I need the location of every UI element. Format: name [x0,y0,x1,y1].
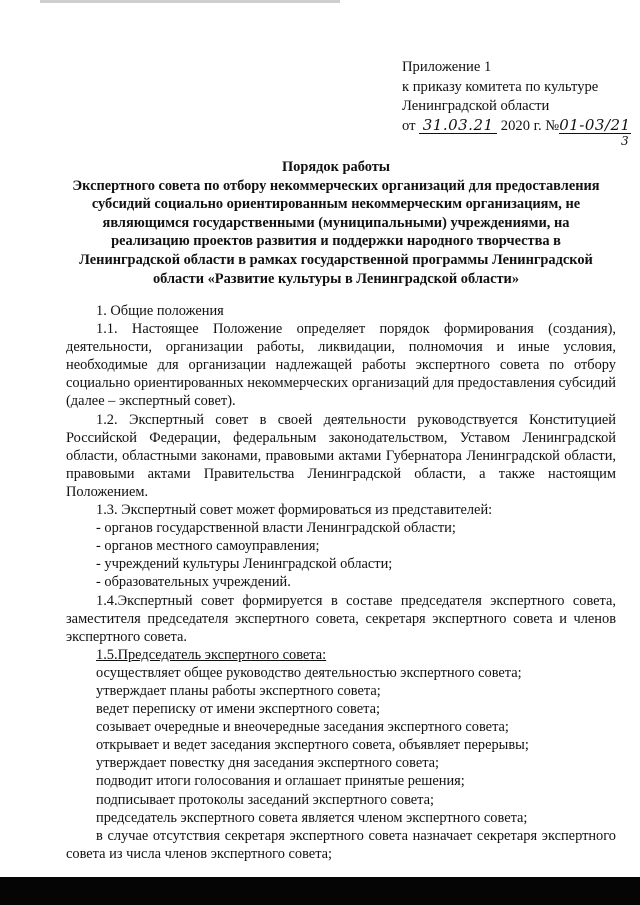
appendix-line-3: Ленинградской области [402,98,550,114]
list-item: ведет переписку от имени экспертного совета; [96,701,380,718]
scan-top-edge [40,0,340,3]
year-label: 2020 г. № [500,117,560,134]
scan-bottom-edge [0,877,640,905]
list-item: созывает очередные и внеочередные заседания экспертного совета; [96,719,509,736]
appendix-line-1: Приложение 1 [402,59,492,75]
paragraph-1-1: 1.1. Настоящее Положение определяет порядок формирования (создания), деятельности, организации работы, ликвидации, полномочия и иные условия, необходимые для организации надлежащей работы экспертного совета по отбору социально ориентированных некоммерческих организаций для предоставления субсидий (далее – экспертный совет). [66,321,616,410]
handwritten-number: 01-03/21 [559,115,631,134]
list-item: подписывает протоколы заседаний экспертного совета; [96,791,435,808]
section-heading: 1. Общие положения [96,303,224,319]
list-item: утверждает повестку дня заседания экспертного совета; [96,755,440,772]
paragraph-1-3: 1.3. Экспертный совет может формироваться из представителей: [96,502,493,519]
list-item: открывает и ведет заседания экспертного совета, объявляет перерывы; [96,737,529,754]
list-item: - образовательных учреждений. [96,574,291,591]
appendix-date-line [402,115,631,137]
list-item: - органов государственной власти Ленинградской области; [96,520,456,537]
handwritten-number-suffix: 3 [621,134,630,148]
paragraph-1-5: 1.5.Председатель экспертного совета: [96,646,327,663]
list-item: председатель экспертного совета является членом экспертного совета; [96,809,528,826]
list-item: - учреждений культуры Ленинградской области; [96,556,393,573]
list-item: - органов местного самоуправления; [96,538,320,555]
appendix-block [402,58,631,148]
from-label: от [402,117,416,134]
list-item: утверждает планы работы экспертного совета; [96,682,381,699]
handwritten-date: 31.03.21 [419,117,497,134]
list-item: подводит итоги голосования и оглашает принятые решения; [96,773,465,790]
paragraph-1-2: 1.2. Экспертный совет в своей деятельности руководствуется Конституцией Российской Федерации, федеральным законодательством, Уставом Ленинградской области, областными законами, правовыми актами Губернатора Ленинградской области, правовыми актами Правительства Ленинградской области, а также настоящим Положением. [66,411,616,500]
document-body [66,302,616,863]
title-rest: Экспертного совета по отбору некоммерческих организаций для предоставления субсидий социально ориентированным некоммерческим организациям, не являющимся государственными (муниципальными) учреждениями, на реализацию проектов развития и поддержки народного творчества в Ленинградской области в рамках государственной программы Ленинградской области «Развитие культуры в Ленинградской области» [72,177,600,287]
paragraph-1-4: 1.4.Экспертный совет формируется в составе председателя экспертного совета, заместителя председателя экспертного совета, секретаря экспертного совета и членов экспертного совета. [66,592,616,645]
title-line-1: Порядок работы [281,159,391,175]
paragraph-last: в случае отсутствия секретаря экспертного совета назначает секретаря экспертного совета из числа членов экспертного совета; [66,827,616,862]
document-title [66,158,606,288]
appendix-line-2: к приказу комитета по культуре [402,78,599,95]
list-item: осуществляет общее руководство деятельностью экспертного совета; [96,664,522,681]
